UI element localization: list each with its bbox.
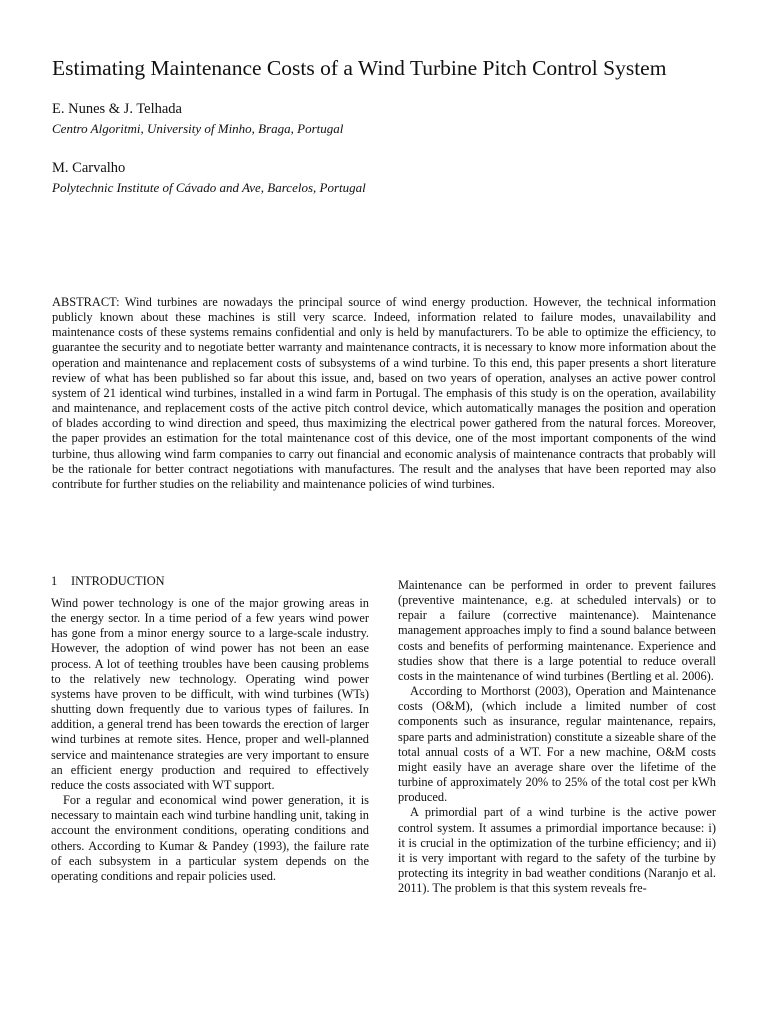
author-affiliation-1: Centro Algoritmi, University of Minho, Braga, Portugal xyxy=(52,121,344,136)
right-column xyxy=(398,578,716,896)
section-heading xyxy=(51,573,369,589)
paragraph: Maintenance can be performed in order to prevent failures (preventive maintenance, e.g. at scheduled intervals) or to repair a failure (corrective maintenance). Maintenance management approaches imply to find a sound balance between costs and benefits of performing maintenance. Experience and studies show that there is a large potential to reduce overall costs in the maintenance of wind turbines (Bertling et al. 2006). xyxy=(398,578,716,683)
paragraph: A primordial part of a wind turbine is the active power control system. It assumes a primordial importance because: i) it is crucial in the optimization of the turbine efficiency; and ii) it is very important with regard to the safety of the turbine by protecting its integrity in bad weather conditions (Naranjo et al. 2011). The problem is that this system reveals fre- xyxy=(398,805,716,896)
paragraph: For a regular and economical wind power generation, it is necessary to maintain each wind turbine handling unit, taking in account the environment conditions, operating conditions and others. According to Kumar & Pandey (1993), the failure rate of each subsystem in a particular system depends on the operating conditions and repair policies used. xyxy=(51,793,369,883)
paper-title: Estimating Maintenance Costs of a Wind Turbine Pitch Control System xyxy=(52,56,667,80)
author-names-1: E. Nunes & J. Telhada xyxy=(52,101,182,117)
paragraph: According to Morthorst (2003), Operation and Maintenance costs (O&M), (which include a limited number of cost components such as insurance, regular maintenance, repairs, spare parts and administration) constitute a sizeable share of the total annual costs of a WT. For a new machine, O&M costs might easily have an average share over the lifetime of the turbine of approximately 20% to 25% of the total cost per kWh produced. xyxy=(398,684,716,805)
section-number: 1 xyxy=(51,574,58,588)
author-names-2: M. Carvalho xyxy=(52,160,126,176)
abstract: ABSTRACT: Wind turbines are nowadays the principal source of wind energy production. However, the technical information publicly known about these machines is still very scarce. Indeed, information related to failure modes, unavailability and maintenance costs of these systems remains confidential and only is held by manufacturers. To be able to optimize the efficiency, to guarantee the security and to negotiate better warranty and maintenance contracts, it is necessary to know more information about the operation and maintenance and replacement costs of subsystems of a wind turbine. To this end, this paper presents a short literature review of what has been published so far about this issue, and, based on two years of operation, analyses an active power control system of 21 identical wind turbines, installed in a wind farm in Portugal. The emphasis of this study is on the operation, availability and maintenance, and replacement costs of the active pitch control device, which automatically manages the position and operation of blades according to wind direction and speed, thus maximizing the electrical power gathered from the natural forces. Moreover, the paper provides an estimation for the total maintenance cost of this device, one of the most important components of the wind turbine, thus allowing wind farm companies to carry out financial and economic analysis of maintenance contracts that probably will be the rationale for better contract negotiations with manufactures. The result and the analyses that have been reported may also contribute for further studies on the reliability and maintenance policies of wind turbines. xyxy=(52,295,716,491)
paragraph: Wind power technology is one of the major growing areas in the energy sector. In a time period of a few years wind power has gone from a minor energy source to a large-scale industry. However, the adoption of wind power has not been an ease process. A lot of teething troubles have been causing problems to the relatively new technology. Operating wind power systems have proven to be difficult, with wind turbines (WTs) shutting down frequently due to various types of failures. In addition, a general trend has been towards the erection of larger wind turbines at remote sites. Hence, proper and well-planned service and maintenance strategies are very important to ensure an efficient energy production and required to effectively reduce the costs associated with WT support. xyxy=(51,596,369,792)
author-affiliation-2: Polytechnic Institute of Cávado and Ave, Barcelos, Portugal xyxy=(52,180,366,195)
section-title: INTRODUCTION xyxy=(71,574,165,588)
left-column xyxy=(51,573,369,884)
